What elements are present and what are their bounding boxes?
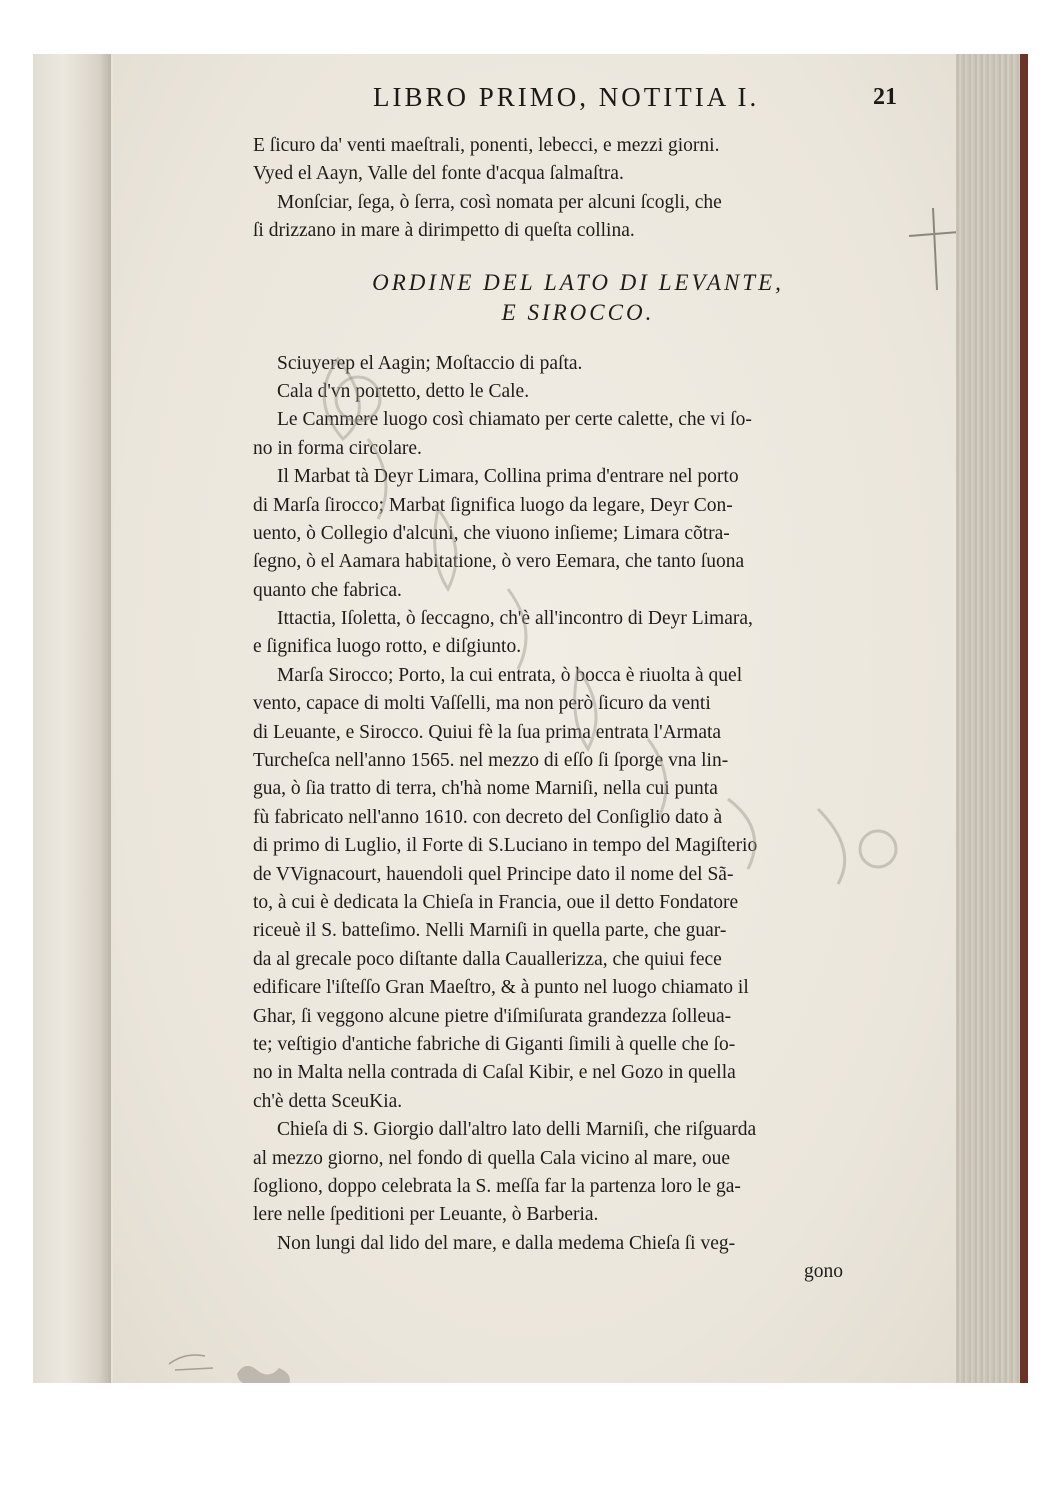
text-line: di Leuante, e Sirocco. Quiui fè la ſua prima entrata l'Armata bbox=[253, 721, 722, 743]
text-line: Sciuyerep el Aagin; Moſtaccio di paſta. bbox=[277, 352, 583, 374]
scanned-book-spread bbox=[33, 54, 1028, 1383]
text-line: al mezzo giorno, nel fondo di quella Cala vicino al mare, oue bbox=[253, 1147, 731, 1169]
text-line: te; veſtigio d'antiche fabriche di Giganti ſimili à quelle che ſo- bbox=[253, 1033, 736, 1055]
text-line: edificare l'iſteſſo Gran Maeſtro, & à punto nel luogo chiamato il bbox=[253, 977, 749, 999]
text-line: de VVignacourt, hauendoli quel Principe dato il nome del Sã- bbox=[253, 863, 734, 885]
text-line: Le Cammere luogo così chiamato per certe calette, che vi ſo- bbox=[277, 409, 752, 431]
text-line: Cala d'vn portetto, detto le Cale. bbox=[277, 380, 530, 402]
text-line: Vyed el Aayn, Valle del fonte d'acqua ſalmaſtra. bbox=[253, 163, 624, 185]
text-line: lere nelle ſpeditioni per Leuante, ò Barberia. bbox=[253, 1204, 599, 1226]
text-line: Ghar, ſi veggono alcune pietre d'iſmiſurata grandezza ſolleua- bbox=[253, 1005, 732, 1027]
page-fore-edge bbox=[956, 54, 1028, 1383]
text-line: fù fabricato nell'anno 1610. con decreto del Conſiglio dato à bbox=[253, 806, 723, 828]
text-line: Non lungi dal lido del mare, e dalla medema Chieſa ſi veg- bbox=[277, 1232, 736, 1254]
text-line: no in forma circolare. bbox=[253, 437, 422, 459]
body-paragraphs bbox=[253, 350, 903, 1259]
text-line: Il Marbat tà Deyr Limara, Collina prima d'entrare nel porto bbox=[277, 466, 739, 488]
text-line: ſegno, ò el Aamara habitatione, ò vero Eemara, che tanto ſuona bbox=[253, 551, 745, 573]
book-gutter bbox=[33, 54, 111, 1383]
text-line: Marſa Sirocco; Porto, la cui entrata, ò bocca è riuolta à quel bbox=[277, 664, 743, 686]
text-line: uento, ò Collegio d'alcuni, che viuono inſieme; Limara cõtra- bbox=[253, 522, 730, 544]
section-heading: ORDINE DEL LATO DI LEVANTE, bbox=[372, 269, 784, 295]
text-line: di primo di Luglio, il Forte di S.Luciano in tempo del Magiſterio bbox=[253, 835, 758, 857]
book-page bbox=[113, 54, 958, 1383]
ink-stamp-icon bbox=[231, 1356, 301, 1383]
text-line: ch'è detta SceuKia. bbox=[253, 1090, 403, 1112]
section-heading-continued: E SIROCCO. bbox=[501, 299, 655, 325]
text-line: to, à cui è dedicata la Chieſa in Francia, oue il detto Fondatore bbox=[253, 891, 739, 913]
text-line: no in Malta nella contrada di Caſal Kibir, e nel Gozo in quella bbox=[253, 1062, 736, 1084]
text-line: ſi drizzano in mare à dirimpetto di queſta collina. bbox=[253, 220, 635, 242]
text-line: vento, capace di molti Vaſſelli, ma non però ſicuro da venti bbox=[253, 693, 711, 715]
page-number: 21 bbox=[873, 84, 897, 110]
text-line: E ſicuro da' venti maeſtrali, ponenti, lebecci, e mezzi giorni. bbox=[253, 135, 720, 156]
page-text bbox=[253, 132, 903, 1286]
text-line: da al grecale poco diſtante dalla Cauallerizza, che quiui fece bbox=[253, 948, 722, 970]
pencil-mark-icon bbox=[165, 1334, 225, 1374]
intro-paragraphs bbox=[253, 132, 903, 246]
text-line: e ſignifica luogo rotto, e diſgiunto. bbox=[253, 636, 522, 658]
handwritten-cross-mark-icon bbox=[903, 204, 963, 294]
running-title: LIBRO PRIMO, NOTITIA I. bbox=[373, 82, 760, 112]
text-line: Monſciar, ſega, ò ſerra, così nomata per alcuni ſcogli, che bbox=[277, 191, 722, 213]
text-line: gua, ò ſia tratto di terra, ch'hà nome Marniſi, nella cui punta bbox=[253, 778, 718, 800]
text-line: riceuè il S. batteſimo. Nelli Marniſi in quella parte, che guar- bbox=[253, 920, 727, 942]
text-line: quanto che fabrica. bbox=[253, 579, 402, 601]
text-line: Turcheſca nell'anno 1565. nel mezzo di eſſo ſi ſporge vna lin- bbox=[253, 750, 729, 772]
text-line: Ittactia, Iſoletta, ò ſeccagno, ch'è all'incontro di Deyr Limara, bbox=[277, 608, 753, 630]
catchword: gono bbox=[804, 1261, 843, 1283]
text-line: di Marſa ſirocco; Marbat ſignifica luogo da legare, Deyr Con- bbox=[253, 494, 733, 516]
text-line: ſogliono, doppo celebrata la S. meſſa far la partenza loro le ga- bbox=[253, 1175, 741, 1197]
text-line: Chieſa di S. Giorgio dall'altro lato delli Marniſi, che riſguarda bbox=[277, 1119, 757, 1141]
